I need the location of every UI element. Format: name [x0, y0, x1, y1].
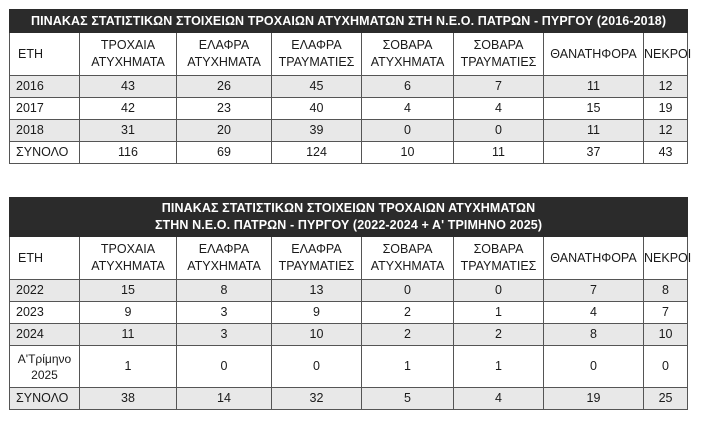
row-label-cell: 2022	[10, 280, 80, 302]
row-label-cell: 2017	[10, 98, 80, 120]
value-cell: 19	[644, 98, 688, 120]
row-label-cell: ΣΥΝΟΛΟ	[10, 388, 80, 410]
row-label-cell: 2024	[10, 324, 80, 346]
value-cell: 2	[362, 324, 454, 346]
value-cell: 116	[80, 142, 177, 164]
value-cell: 10	[272, 324, 362, 346]
value-cell: 8	[177, 280, 272, 302]
value-cell: 1	[454, 302, 544, 324]
row-label-cell: ΣΥΝΟΛΟ	[10, 142, 80, 164]
value-cell: 0	[544, 346, 644, 388]
value-cell: 43	[644, 142, 688, 164]
value-cell: 9	[272, 302, 362, 324]
header-row	[10, 33, 688, 76]
value-cell: 12	[644, 120, 688, 142]
value-cell: 3	[177, 302, 272, 324]
column-header: ΕΤΗ	[10, 237, 80, 280]
value-cell: 1	[80, 346, 177, 388]
column-header: ΤΡΟΧΑΙΑ ΑΤΥΧΗΜΑΤΑ	[80, 237, 177, 280]
value-cell: 19	[544, 388, 644, 410]
table-row	[10, 302, 688, 324]
row-label-cell: 2016	[10, 76, 80, 98]
column-header: ΝΕΚΡΟΙ	[644, 33, 688, 76]
value-cell: 1	[454, 346, 544, 388]
column-header: ΣΟΒΑΡΑ ΤΡΑΥΜΑΤΙΕΣ	[454, 33, 544, 76]
value-cell: 37	[544, 142, 644, 164]
column-header: ΘΑΝΑΤΗΦΟΡΑ	[544, 237, 644, 280]
value-cell: 5	[362, 388, 454, 410]
value-cell: 0	[454, 280, 544, 302]
table-row	[10, 120, 688, 142]
column-header: ΣΟΒΑΡΑ ΑΤΥΧΗΜΑΤΑ	[362, 237, 454, 280]
value-cell: 69	[177, 142, 272, 164]
column-header: ΘΑΝΑΤΗΦΟΡΑ	[544, 33, 644, 76]
accidents-table-2022-2025	[9, 197, 692, 410]
value-cell: 11	[80, 324, 177, 346]
column-header: ΣΟΒΑΡΑ ΑΤΥΧΗΜΑΤΑ	[362, 33, 454, 76]
value-cell: 38	[80, 388, 177, 410]
value-cell: 42	[80, 98, 177, 120]
column-header: ΕΛΑΦΡΑ ΑΤΥΧΗΜΑΤΑ	[177, 237, 272, 280]
column-header: ΕΛΑΦΡΑ ΤΡΑΥΜΑΤΙΕΣ	[272, 237, 362, 280]
value-cell: 11	[544, 120, 644, 142]
value-cell: 124	[272, 142, 362, 164]
value-cell: 4	[454, 98, 544, 120]
value-cell: 40	[272, 98, 362, 120]
value-cell: 26	[177, 76, 272, 98]
value-cell: 4	[454, 388, 544, 410]
table-title: ΠΙΝΑΚΑΣ ΣΤΑΤΙΣΤΙΚΩΝ ΣΤΟΙΧΕΙΩΝ ΤΡΟΧΑΙΩΝ ΑΤΥΧΗΜΑΤΩΝ ΣΤΗ Ν.Ε.Ο. ΠΑΤΡΩΝ - ΠΥΡΓΟΥ (2016-2018)	[10, 10, 688, 33]
table	[9, 9, 692, 164]
value-cell: 0	[362, 120, 454, 142]
value-cell: 4	[544, 302, 644, 324]
row-label-cell: 2018	[10, 120, 80, 142]
value-cell: 12	[644, 76, 688, 98]
value-cell: 43	[80, 76, 177, 98]
value-cell: 15	[80, 280, 177, 302]
value-cell: 23	[177, 98, 272, 120]
value-cell: 0	[454, 120, 544, 142]
table-title-line-2: ΣΤΗΝ Ν.Ε.Ο. ΠΑΤΡΩΝ - ΠΥΡΓΟΥ (2022-2024 + Α' ΤΡΙΜΗΝΟ 2025)	[154, 218, 543, 232]
table-row	[10, 346, 688, 388]
value-cell: 11	[454, 142, 544, 164]
value-cell: 39	[272, 120, 362, 142]
header-row	[10, 237, 688, 280]
value-cell: 10	[644, 324, 688, 346]
table-row	[10, 388, 688, 410]
value-cell: 20	[177, 120, 272, 142]
value-cell: 31	[80, 120, 177, 142]
value-cell: 2	[454, 324, 544, 346]
column-header: ΕΛΑΦΡΑ ΤΡΑΥΜΑΤΙΕΣ	[272, 33, 362, 76]
column-header: ΣΟΒΑΡΑ ΤΡΑΥΜΑΤΙΕΣ	[454, 237, 544, 280]
row-label-cell: 2023	[10, 302, 80, 324]
column-header: ΤΡΟΧΑΙΑ ΑΤΥΧΗΜΑΤΑ	[80, 33, 177, 76]
value-cell: 7	[644, 302, 688, 324]
value-cell: 0	[362, 280, 454, 302]
value-cell: 0	[272, 346, 362, 388]
table-title	[10, 198, 688, 237]
value-cell: 14	[177, 388, 272, 410]
value-cell: 10	[362, 142, 454, 164]
value-cell: 45	[272, 76, 362, 98]
table	[9, 197, 692, 410]
accidents-table-2016-2018	[9, 9, 692, 164]
table-row	[10, 76, 688, 98]
value-cell: 0	[177, 346, 272, 388]
value-cell: 2	[362, 302, 454, 324]
row-label-cell: Α'Τρίμηνο 2025	[10, 346, 80, 388]
value-cell: 13	[272, 280, 362, 302]
value-cell: 15	[544, 98, 644, 120]
value-cell: 32	[272, 388, 362, 410]
table-row	[10, 142, 688, 164]
value-cell: 4	[362, 98, 454, 120]
value-cell: 8	[544, 324, 644, 346]
value-cell: 11	[544, 76, 644, 98]
value-cell: 25	[644, 388, 688, 410]
value-cell: 7	[454, 76, 544, 98]
value-cell: 0	[644, 346, 688, 388]
value-cell: 1	[362, 346, 454, 388]
column-header: ΝΕΚΡΟΙ	[644, 237, 688, 280]
value-cell: 7	[544, 280, 644, 302]
table-title-line-1: ΠΙΝΑΚΑΣ ΣΤΑΤΙΣΤΙΚΩΝ ΣΤΟΙΧΕΙΩΝ ΤΡΟΧΑΙΩΝ ΑΤΥΧΗΜΑΤΩΝ	[161, 201, 536, 215]
column-header: ΕΛΑΦΡΑ ΑΤΥΧΗΜΑΤΑ	[177, 33, 272, 76]
table-row	[10, 98, 688, 120]
table-row	[10, 324, 688, 346]
value-cell: 8	[644, 280, 688, 302]
column-header: ΕΤΗ	[10, 33, 80, 76]
table-row	[10, 280, 688, 302]
value-cell: 3	[177, 324, 272, 346]
value-cell: 9	[80, 302, 177, 324]
value-cell: 6	[362, 76, 454, 98]
